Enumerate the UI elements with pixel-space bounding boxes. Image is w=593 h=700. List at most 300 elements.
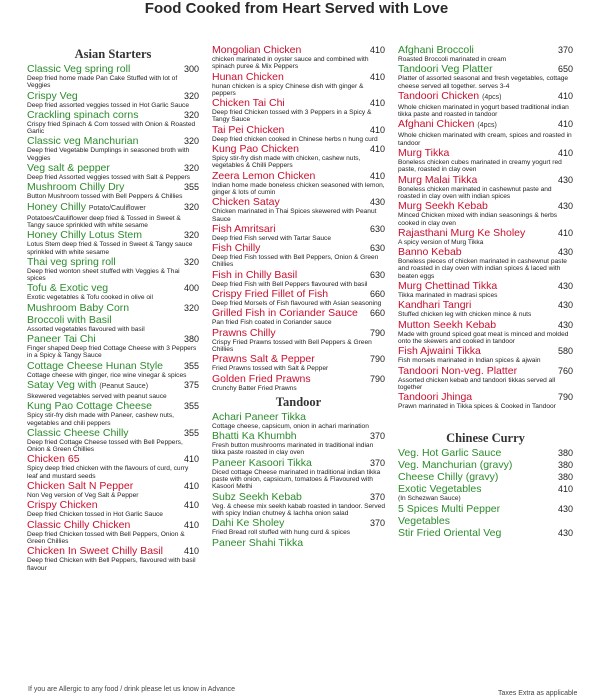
menu-item-description: Spicy stir-fry dish made with Paneer, cashew nuts, vegetables and chili peppers <box>27 412 174 427</box>
section-title: Asian Starters <box>74 47 152 61</box>
menu-item-name: Subz Seekh Kebab <box>212 490 302 503</box>
menu-item-price: 400 <box>183 283 199 294</box>
menu-item-name: Stir Fried Oriental Veg <box>398 526 502 539</box>
menu-item-name-wrap <box>398 280 497 292</box>
menu-item <box>212 288 385 307</box>
menu-item <box>212 457 385 491</box>
menu-item-price: 370 <box>369 457 385 468</box>
menu-item-price: 380 <box>557 448 573 459</box>
menu-item-row <box>212 71 385 83</box>
menu-item-description: Deep fried Chicken with Bell Peppers, flavoured with basil flavour <box>27 557 196 572</box>
menu-item-description: Fried Bread roll stuffed with hung curd & spices <box>212 529 351 537</box>
menu-item-name-wrap <box>27 400 152 412</box>
menu-item <box>398 147 573 174</box>
menu-item <box>212 327 385 354</box>
menu-item-name: Crispy Fried Fillet of Fish <box>212 288 329 301</box>
menu-item-description: Cottage cheese with ginger, rice wine vinegar & spices <box>27 371 187 379</box>
menu-item-name-wrap <box>212 353 315 365</box>
menu-item-price: 320 <box>183 230 199 241</box>
menu-item-name-wrap <box>27 256 116 268</box>
menu-item-description: Crispy Fried Prawns tossed with Bell Peppers & Green Chillies <box>212 338 372 353</box>
menu-item-price: 580 <box>557 346 573 357</box>
menu-item <box>212 242 385 269</box>
menu-item-name: Broccoli with Basil <box>27 313 112 326</box>
menu-item <box>27 135 199 162</box>
menu-item-name-wrap <box>27 229 142 241</box>
menu-item-name: Hunan Chicken <box>212 70 284 83</box>
menu-item-row <box>212 170 385 182</box>
menu-item-price: 410 <box>369 124 385 135</box>
menu-item <box>212 517 385 536</box>
menu-item-name: Tandoori Chicken <box>398 89 480 102</box>
menu-item-name: Mushroom Chilly Dry <box>27 181 125 194</box>
menu-item-name: Grilled Fish in Coriander Sauce <box>212 307 358 320</box>
menu-item-name-wrap <box>398 174 477 186</box>
menu-item-description: Prawn marinated in Tikka spices & Cooked in Tandoor <box>398 403 556 411</box>
menu-item-row <box>212 327 385 339</box>
menu-item-name-wrap <box>27 302 129 314</box>
menu-item <box>27 282 199 301</box>
menu-item-row <box>398 280 573 292</box>
menu-item <box>398 447 573 459</box>
menu-item-name-wrap <box>212 143 299 155</box>
menu-item <box>27 63 199 90</box>
menu-item-row <box>27 360 199 372</box>
menu-item-description: Roasted Broccoli marinated in cream <box>398 56 507 63</box>
menu-item-row <box>212 517 385 529</box>
menu-item-description: Boneless chicken cubes marinated in creamy yogurt red paste, roasted in clay oven <box>398 159 562 174</box>
menu-item <box>27 519 199 546</box>
menu-item-price: 430 <box>557 281 573 292</box>
menu-item-name: Paneer Kasoori Tikka <box>212 456 312 469</box>
menu-item <box>398 227 573 246</box>
menu-item-name: Golden Fried Prawns <box>212 372 311 385</box>
menu-item-name: Crispy Chicken <box>27 499 98 512</box>
menu-item-description: Cottage cheese, capsicum, onion in achari marination <box>212 422 369 430</box>
menu-item-name: Chicken 65 <box>27 453 80 466</box>
menu-item <box>398 515 573 527</box>
menu-item-name: Tandoori Non-veg. Platter <box>398 364 518 377</box>
menu-item-name: Mushroom Baby Corn <box>27 301 130 314</box>
menu-item-price: 320 <box>183 109 199 120</box>
menu-item-name-wrap <box>398 44 474 56</box>
menu-item <box>212 491 385 518</box>
menu-item-name-wrap <box>27 427 129 439</box>
menu-item-description: Deep fried assorted veggies tossed in Hot Garlic Sauce <box>27 101 189 109</box>
menu-item-description: Made with ground spiced goat meat is minced and molded onto the skewers and cooked in tandoor <box>398 330 569 345</box>
menu-item-name: Tandoori Jhinga <box>398 391 473 404</box>
menu-item-price: 630 <box>369 269 385 280</box>
menu-item-price: 320 <box>183 90 199 101</box>
menu-item <box>398 391 573 410</box>
menu-item-description: Whole chicken marinated in yogurt based traditional indian tikka paste and roasted in tandoor <box>398 103 569 119</box>
menu-item-name-wrap <box>212 430 297 442</box>
menu-item-name-wrap <box>398 299 471 311</box>
menu-item <box>27 545 199 572</box>
menu-item-description: (In Schezwan Sauce) <box>398 495 461 503</box>
menu-item-row <box>398 299 573 311</box>
menu-item <box>212 124 385 143</box>
menu-item <box>27 302 199 314</box>
menu-item <box>398 503 573 515</box>
menu-item-name: Mongolian Chicken <box>212 44 302 56</box>
menu-item-row <box>212 411 385 423</box>
menu-item-row <box>398 503 573 515</box>
menu-item-name-wrap <box>212 242 260 254</box>
menu-item-description: Deep fried Assorted veggies tossed with Salt & Peppers <box>27 174 191 182</box>
menu-item-name: Prawns Salt & Pepper <box>212 353 315 366</box>
menu-item-name-wrap <box>27 360 163 372</box>
section-title: Tandoor <box>275 394 322 409</box>
menu-item-row <box>27 109 199 121</box>
menu-item-price: 430 <box>557 319 573 330</box>
menu-item-name-wrap <box>398 391 472 403</box>
menu-item-name-wrap <box>212 288 328 300</box>
menu-item-price: 320 <box>183 256 199 267</box>
menu-item-row <box>27 333 199 345</box>
menu-item-row <box>398 365 573 377</box>
menu-item-row <box>212 353 385 365</box>
menu-item-description: Stuffed chicken leg with chicken mince & nuts <box>398 311 532 319</box>
menu-item-name: Classic veg Manchurian <box>27 135 139 148</box>
menu-item-name: Veg. Hot Garlic Sauce <box>398 447 502 460</box>
menu-item-price: 630 <box>369 223 385 234</box>
menu-item-price: 410 <box>369 98 385 109</box>
menu-item-name-wrap <box>398 147 449 159</box>
menu-item-name: Mutton Seekh Kebab <box>398 318 497 331</box>
menu-item-name-wrap <box>212 373 311 385</box>
menu-item-name: Thai veg spring roll <box>27 255 116 268</box>
menu-item-name: Crackling spinach corns <box>27 108 139 121</box>
menu-item-name-wrap <box>398 527 501 539</box>
menu-item-row <box>27 453 199 465</box>
menu-item-price: 320 <box>183 163 199 174</box>
menu-item-name: Chicken Salt N Pepper <box>27 480 134 493</box>
menu-item-row <box>27 480 199 492</box>
menu-item-name: Tofu & Exotic veg <box>27 282 109 295</box>
menu-item <box>398 345 573 364</box>
menu-item-price: 410 <box>557 227 573 238</box>
menu-item-description: Non Veg version of Veg Salt & Pepper <box>27 492 139 500</box>
menu-item <box>398 365 573 392</box>
menu-item-description: Fresh button mushrooms marinated in traditional indian tikka paste roasted in clay oven <box>212 442 374 457</box>
menu-item-name: Veg salt & pepper <box>27 162 110 175</box>
menu-item-description: chicken marinated in oyster sauce and combined with spinach puree & Mix Peppers <box>212 56 369 71</box>
menu-item-name: Prawns Chilly <box>212 326 276 339</box>
menu-item-row <box>212 124 385 136</box>
menu-item-name: Kung Pao Chicken <box>212 143 299 156</box>
menu-item-name: Chicken Satay <box>212 196 280 209</box>
menu-item <box>212 353 385 372</box>
menu-item-price: 660 <box>369 289 385 300</box>
taxes-note: Taxes Extra as applicable <box>498 690 578 697</box>
menu-item-name: Chicken In Sweet Chilly Basil <box>27 545 163 558</box>
menu-item-name-wrap <box>212 307 358 319</box>
menu-item-price: 790 <box>369 327 385 338</box>
menu-item-description: Assorted vegetables flavoured with basil <box>27 325 145 333</box>
menu-item-name-wrap <box>212 97 285 109</box>
menu-item-price: 355 <box>183 427 199 438</box>
menu-item-price: 355 <box>183 401 199 412</box>
menu-item-description: hunan chicken is a spicy Chinese dish with ginger & peppers <box>212 82 364 97</box>
menu-item-note: Potato/Cauliflower <box>88 204 146 212</box>
menu-item <box>27 333 199 360</box>
menu-item-name-wrap <box>27 480 133 492</box>
menu-item-name-wrap <box>27 109 138 121</box>
menu-item-description: Fish morsels marinated in Indian spices & ajwain <box>398 357 541 365</box>
menu-item-row <box>398 90 573 104</box>
menu-item-name-wrap <box>212 170 315 182</box>
menu-item-name-wrap <box>398 227 525 239</box>
menu-item-row <box>27 400 199 412</box>
menu-item-description: Button Mushroom tossed with Bell Peppers & Chillies <box>27 193 183 201</box>
menu-item-name-wrap <box>27 333 96 345</box>
menu-item-price: 760 <box>557 365 573 376</box>
menu-item-description: Finger shaped Deep fried Cottage Cheese with 3 Peppers in a Spicy & Tangy Sauce <box>27 345 197 360</box>
menu-item-description: Crunchy Batter Fried Prawns <box>212 384 297 392</box>
menu-item-price: 410 <box>183 519 199 530</box>
menu-item-name-wrap <box>212 537 303 549</box>
menu-item-price: 410 <box>183 454 199 465</box>
menu-item-name-wrap <box>212 269 297 281</box>
menu-item-row <box>27 519 199 531</box>
menu-item-price: 790 <box>557 392 573 403</box>
menu-item-name: Kung Pao Cottage Cheese <box>27 400 152 413</box>
menu-item-description: Chicken marinated in Thai Spices skewered with Peanut Sauce <box>212 208 377 223</box>
menu-item-price: 790 <box>369 354 385 365</box>
menu-item-description: Boneless pieces of chicken marinated in cashewnut paste and roasted in clay oven with indian spices & laced with beaten eggs <box>398 258 567 280</box>
menu-item-row <box>27 256 199 268</box>
menu-item <box>27 499 199 518</box>
menu-item <box>398 118 573 147</box>
menu-item-row <box>212 307 385 319</box>
menu-column-3 <box>398 44 573 539</box>
menu-item-row <box>398 471 573 483</box>
menu-item <box>212 373 385 392</box>
menu-item-name: Cottage Cheese Hunan Style <box>27 359 164 372</box>
menu-item-name-wrap <box>212 223 276 235</box>
menu-item-name: Honey Chilly <box>27 200 86 213</box>
menu-item-price: 430 <box>557 174 573 185</box>
menu-item-description: Deep fried Chicken tossed with Bell Peppers, Onion & Green Chillies <box>27 530 185 545</box>
menu-item-description: Indian home made boneless chicken seasoned with lemon, ginger & lots of cumin <box>212 181 385 196</box>
menu-item-row <box>212 44 385 56</box>
menu-item <box>212 44 385 71</box>
menu-item-price: 355 <box>183 360 199 371</box>
menu-item-name: Classic Veg spring roll <box>27 63 131 75</box>
menu-item-price: 410 <box>369 170 385 181</box>
menu-item-name-wrap <box>398 246 462 258</box>
menu-item-name-wrap <box>398 90 502 104</box>
menu-item-description: Tikka marinated in madrasi spices <box>398 292 498 300</box>
menu-item-description: A spicy version of Murg Tikka <box>398 238 484 246</box>
menu-item-name-wrap <box>212 491 302 503</box>
menu-item-description: Crispy fried Spinach & Corn tossed with Onion & Roasted Garlic <box>27 120 196 136</box>
menu-item-row <box>27 181 199 193</box>
menu-item-name: Kandhari Tangri <box>398 299 472 312</box>
menu-item-description: Spicy deep fried chicken with the flavours of curd, curry leaf and mustard seeds <box>27 465 189 480</box>
menu-item-name-wrap <box>27 135 138 147</box>
menu-item-name-wrap <box>212 44 301 56</box>
menu-item-price: 410 <box>557 148 573 159</box>
menu-item-note: (4pcs) <box>482 93 502 101</box>
menu-item-name: Satay Veg with <box>27 378 97 391</box>
menu-item-name-wrap <box>27 499 98 511</box>
menu-item <box>212 71 385 98</box>
menu-item-row <box>27 427 199 439</box>
menu-item <box>27 162 199 181</box>
menu-item <box>398 280 573 299</box>
menu-item-price: 375 <box>183 379 199 390</box>
menu-item <box>398 459 573 471</box>
menu-item-name-wrap <box>212 457 312 469</box>
menu-item-name: Classic Chilly Chicken <box>27 518 131 531</box>
menu-item <box>398 299 573 318</box>
menu-item <box>212 97 385 124</box>
menu-item-row <box>212 269 385 281</box>
menu-item <box>398 44 573 63</box>
menu-item <box>398 483 573 502</box>
menu-item <box>398 319 573 346</box>
menu-item-name: Tai Pei Chicken <box>212 123 285 136</box>
menu-item <box>212 269 385 288</box>
menu-item-name-wrap <box>398 515 450 527</box>
menu-item-name-wrap <box>398 118 497 132</box>
menu-item-name-wrap <box>27 379 148 393</box>
menu-item-note: (Peanut Sauce) <box>99 382 149 390</box>
menu-item-row <box>398 515 573 527</box>
menu-item-row <box>212 491 385 503</box>
menu-item-row <box>27 63 199 75</box>
menu-item <box>27 90 199 109</box>
menu-item <box>27 314 199 333</box>
menu-item-name: Murg Malai Tikka <box>398 173 478 186</box>
menu-item-name: Chicken Tai Chi <box>212 97 285 110</box>
menu-item-row <box>398 174 573 186</box>
menu-item <box>212 537 385 549</box>
menu-item-price: 410 <box>183 481 199 492</box>
menu-item-name: Banno Kebab <box>398 246 462 259</box>
menu-item-name-wrap <box>398 447 501 459</box>
menu-item-row <box>398 246 573 258</box>
menu-item-price: 650 <box>557 64 573 75</box>
menu-item-row <box>27 499 199 511</box>
menu-item-name: Fish Chilly <box>212 242 261 255</box>
menu-item-description: Deep fried Fish served with Tartar Sauce <box>212 234 331 242</box>
menu-item-row <box>27 135 199 147</box>
menu-item-price: 380 <box>557 472 573 483</box>
menu-item-name-wrap <box>398 345 481 357</box>
menu-item-row <box>212 97 385 109</box>
menu-item-name: Veg. Manchurian (gravy) <box>398 459 513 472</box>
menu-item-name-wrap <box>27 90 78 102</box>
menu-item-name: Paneer Tai Chi <box>27 333 96 346</box>
menu-item-row <box>398 527 573 539</box>
menu-item-row <box>398 44 573 56</box>
menu-item-name: Afghani Chicken <box>398 118 475 131</box>
menu-item-description: Deep fried Chicken tossed with 3 Peppers in a Spicy & Tangy Sauce <box>212 109 372 124</box>
menu-item-name-wrap <box>398 365 517 377</box>
menu-item <box>27 453 199 480</box>
menu-item-row <box>212 143 385 155</box>
menu-item-price: 370 <box>557 45 573 55</box>
menu-item-name-wrap <box>27 63 130 75</box>
menu-item-row <box>398 345 573 357</box>
menu-item-row <box>398 200 573 212</box>
menu-item-row <box>398 118 573 132</box>
menu-item-price: 410 <box>557 90 573 101</box>
section-title: Chinese Curry <box>446 431 525 446</box>
menu-item-name: Murg Seekh Kebab <box>398 200 488 213</box>
menu-item-description: Spicy stir-fry dish made with chicken, cashew nuts, vegetables & Chilli Peppers <box>212 155 361 170</box>
menu-item-name: Crispy Veg <box>27 89 78 102</box>
menu-item <box>212 196 385 223</box>
menu-item-price: 410 <box>557 484 573 495</box>
menu-item-name: Achari Paneer Tikka <box>212 410 306 423</box>
menu-item-description: Skewered vegetables served with peanut sauce <box>27 392 167 400</box>
menu-item-row <box>27 162 199 174</box>
spacer <box>398 410 573 428</box>
menu-item-price: 410 <box>557 119 573 130</box>
menu-item-description: Veg. & cheese mix seekh kabab roasted in tandoor. Served with spicy Indian chutney & lachha onion salad <box>212 502 386 517</box>
menu-item <box>27 109 199 136</box>
page-title: Food Cooked from Heart Served with Love <box>144 0 449 17</box>
menu-item-name-wrap <box>27 519 130 531</box>
menu-item-price: 370 <box>369 518 385 529</box>
menu-item-description: Potatoes/Cauliflower deep fried & Tossed in Sweet & Tangy sauce sprinkled with white sesame <box>27 214 181 229</box>
menu-column-2 <box>212 44 385 549</box>
menu-item-row <box>398 483 573 495</box>
menu-item-description: Lotus Stem deep fried & Tossed in Sweet & Tangy sauce sprinkled with white sesame <box>27 241 193 256</box>
menu-item-name-wrap <box>27 314 112 326</box>
menu-item-name: Vegetables <box>398 514 450 527</box>
menu-item-name: Honey Chilly Lotus Stem <box>27 229 142 242</box>
menu-item-price: 320 <box>183 201 199 212</box>
menu-item-name: Bhatti Ka Khumbh <box>212 430 297 443</box>
menu-item-description: Exotic vegetables & Tofu cooked in olive oil <box>27 294 153 302</box>
menu-item-row <box>212 242 385 254</box>
menu-item-row <box>398 63 573 75</box>
menu-item-description: Deep fried Chicken tossed in Hot Garlic Sauce <box>27 511 163 519</box>
menu-item-description: Assorted chicken kebab and tandoori tikkas served all together <box>398 376 556 391</box>
menu-item-name: Murg Chettinad Tikka <box>398 280 498 293</box>
menu-item-name-wrap <box>212 196 280 208</box>
menu-item-price: 380 <box>183 334 199 345</box>
menu-item <box>212 143 385 170</box>
menu-item-price: 430 <box>557 300 573 311</box>
menu-item <box>212 223 385 242</box>
menu-item <box>398 471 573 483</box>
menu-item-price: 380 <box>557 460 573 471</box>
menu-item-price: 320 <box>183 136 199 147</box>
menu-item-description: Deep fried Fish with Bell Peppers flavoured with basil <box>212 280 368 288</box>
menu-item-name: 5 Spices Multi Pepper <box>398 502 501 515</box>
menu-item-row <box>398 147 573 159</box>
menu-item-price: 300 <box>183 64 199 74</box>
menu-item <box>27 480 199 499</box>
menu-item-name-wrap <box>27 282 108 294</box>
menu-item-name: Cheese Chilly (gravy) <box>398 471 499 484</box>
menu-item-name-wrap <box>398 200 488 212</box>
menu-item-name-wrap <box>398 471 498 483</box>
menu-item-name-wrap <box>212 411 306 423</box>
menu-item-row <box>27 90 199 102</box>
menu-item <box>398 174 573 201</box>
menu-item <box>398 200 573 227</box>
menu-item-description: Diced cottage Cheese marinated in traditional indian tikka paste with onion, capsicum, tomatoes & Flavoured with Kasoori Methi <box>212 468 381 491</box>
menu-item-description: Deep fried Morsels of Fish flavoured with Asian seasoning <box>212 300 382 308</box>
menu-item-row <box>27 201 199 215</box>
